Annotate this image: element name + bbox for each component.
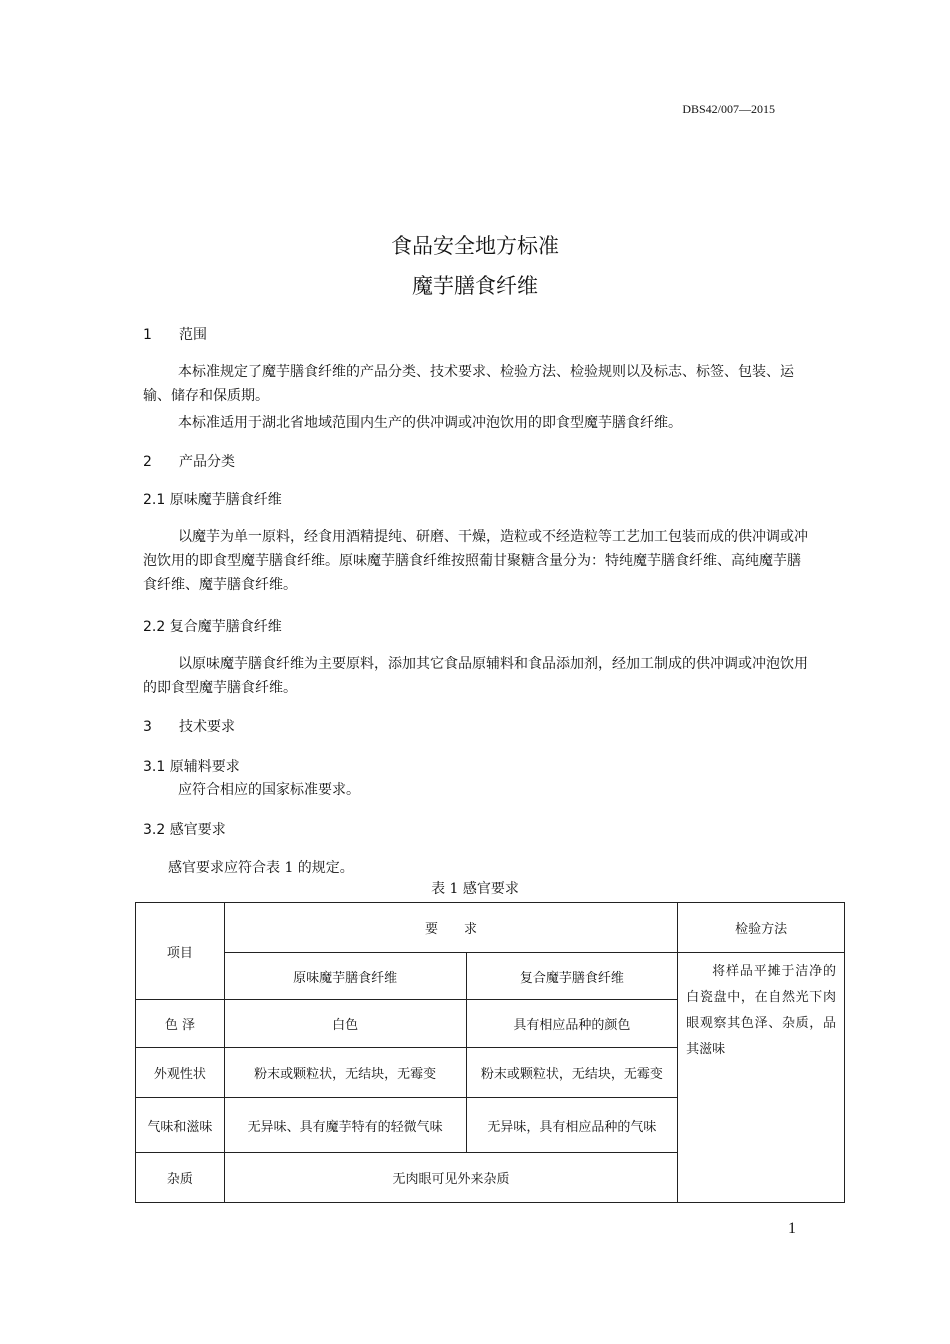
- scope-paragraph-2: 本标准适用于湖北省地域范围内生产的供冲调或冲泡饮用的即食型魔芋膳食纤维。: [178, 415, 682, 431]
- row-item: 色 泽: [136, 1000, 225, 1048]
- row-original: 白色: [224, 1000, 466, 1048]
- row-impurity-value: 无肉眼可见外来杂质: [224, 1153, 677, 1203]
- standard-title: 食品安全地方标准: [391, 234, 559, 258]
- section-title: 技术要求: [179, 719, 235, 735]
- product-title: 魔芋膳食纤维: [412, 274, 538, 298]
- section-3-1-heading: 3.1 原辅料要求: [143, 759, 240, 775]
- document-number: DBS42/007—2015: [682, 102, 775, 116]
- table-caption: 表 1 感官要求: [431, 881, 519, 897]
- row-compound: 粉末或颗粒状，无结块，无霉变: [466, 1048, 678, 1098]
- row-original: 粉末或颗粒状，无结块，无霉变: [224, 1048, 466, 1098]
- section-title: 产品分类: [179, 454, 235, 470]
- row-compound: 具有相应品种的颜色: [466, 1000, 678, 1048]
- header-requirements: 要 求: [224, 903, 677, 953]
- page-number: 1: [788, 1220, 796, 1237]
- section-3-heading: [143, 716, 235, 736]
- section-3-1-paragraph: 应符合相应的国家标准要求。: [178, 782, 360, 798]
- section-2-1-paragraph: 以魔芋为单一原料，经食用酒精提纯、研磨、干燥，造粒或不经造粒等工艺加工包装而成的供冲调或冲泡饮用的即食型魔芋膳食纤维。原味魔芋膳食纤维按照葡甘聚糖含量分为：特纯魔芋膳食纤维、高纯魔芋膳食纤维、魔芋膳食纤维。: [143, 529, 808, 593]
- row-item: 杂质: [136, 1153, 225, 1203]
- section-number: 2: [143, 454, 152, 470]
- scope-paragraph-1: 本标准规定了魔芋膳食纤维的产品分类、技术要求、检验方法、检验规则以及标志、标签、包装、运输、储存和保质期。: [143, 364, 794, 404]
- section-number: 1: [143, 327, 152, 343]
- section-1-heading: [143, 324, 207, 344]
- row-item: 气味和滋味: [136, 1098, 225, 1153]
- method-text: 将样品平摊于洁净的白瓷盘中，在自然光下肉眼观察其色泽、杂质，品其滋味: [686, 964, 836, 1057]
- section-2-1-heading: 2.1 原味魔芋膳食纤维: [143, 492, 282, 508]
- section-2-2-paragraph: 以原味魔芋膳食纤维为主要原料，添加其它食品原辅料和食品添加剂，经加工制成的供冲调或冲泡饮用的即食型魔芋膳食纤维。: [143, 656, 808, 696]
- row-compound: 无异味，具有相应品种的气味: [466, 1098, 678, 1153]
- table-subheader-row: [136, 953, 845, 1000]
- row-original: 无异味、具有魔芋特有的轻微气味: [224, 1098, 466, 1153]
- header-method: 检验方法: [678, 903, 845, 953]
- header-compound-fiber: 复合魔芋膳食纤维: [466, 953, 678, 1000]
- section-title: 范围: [179, 327, 207, 343]
- header-original-fiber: 原味魔芋膳食纤维: [224, 953, 466, 1000]
- header-item: 项目: [136, 903, 225, 1000]
- method-cell: [678, 953, 845, 1203]
- sensory-requirements-table: [135, 902, 845, 1203]
- section-2-2-heading: 2.2 复合魔芋膳食纤维: [143, 619, 282, 635]
- section-number: 3: [143, 719, 152, 735]
- section-3-2-heading: 3.2 感官要求: [143, 822, 226, 838]
- table-header-row: [136, 903, 845, 953]
- row-item: 外观性状: [136, 1048, 225, 1098]
- section-3-2-paragraph: 感官要求应符合表 1 的规定。: [168, 860, 354, 876]
- section-2-heading: [143, 451, 235, 471]
